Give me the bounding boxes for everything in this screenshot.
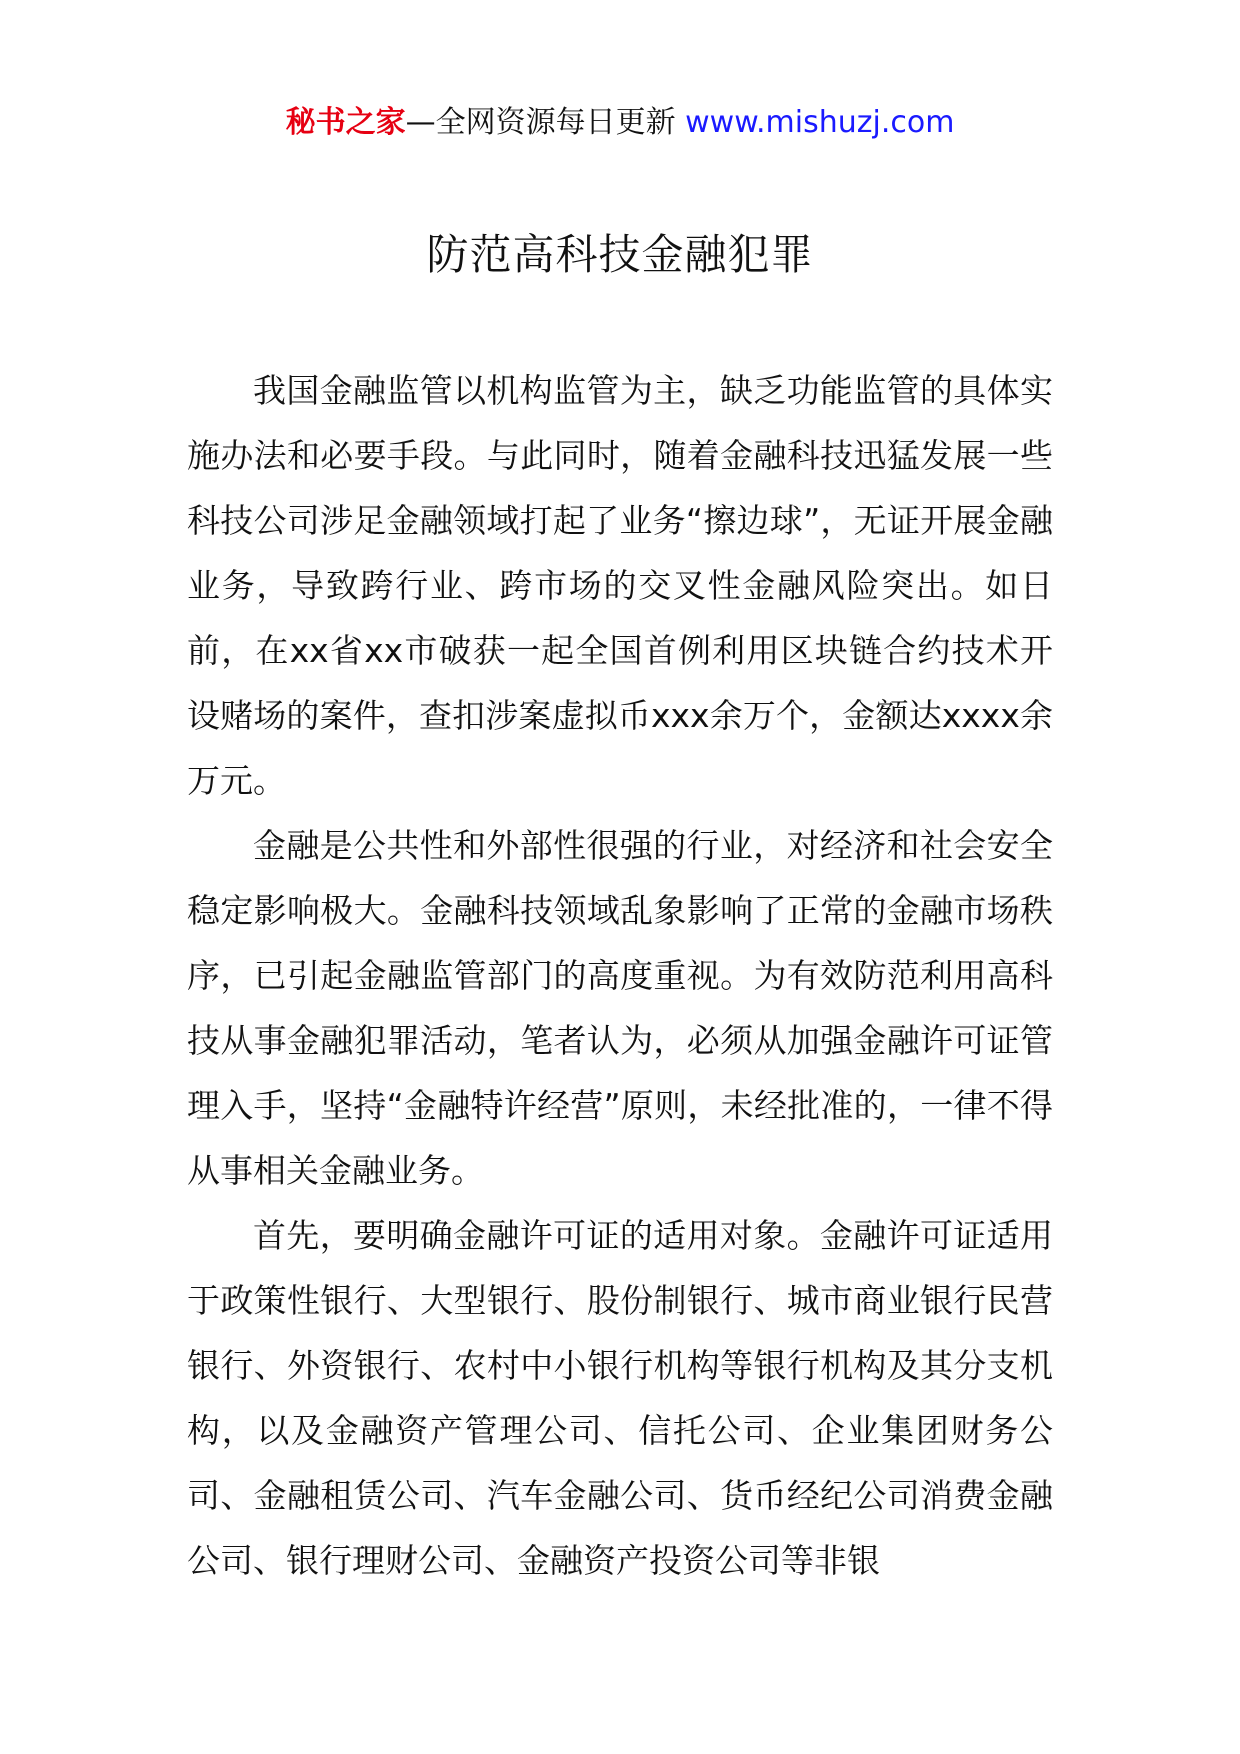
site-header bbox=[0, 101, 1240, 145]
site-tagline: —全网资源每日更新 bbox=[405, 105, 676, 140]
site-brand: 秘书之家 bbox=[285, 105, 406, 140]
document-title: 防范高科技金融犯罪 bbox=[426, 230, 814, 279]
body-paragraph-3: 首先，要明确金融许可证的适用对象。金融许可证适用于政策性银行、大型银行、股份制银行、城市商业银行民营银行、外资银行、农村中小银行机构等银行机构及其分支机构，以及金融资产管理公司、信托公司、企业集团财务公司、金融租赁公司、汽车金融公司、货币经纪公司消费金融公司、银行理财公司、金融资产投资公司等非银 bbox=[187, 1216, 1053, 1580]
document-body bbox=[187, 358, 1053, 1593]
body-paragraph-2: 金融是公共性和外部性很强的行业，对经济和社会安全稳定影响极大。金融科技领域乱象影响了正常的金融市场秩序，已引起金融监管部门的高度重视。为有效防范利用高科技从事金融犯罪活动，笔者认为，必须从加强金融许可证管理入手，坚持“金融特许经营”原则，未经批准的，一律不得从事相关金融业务。 bbox=[187, 826, 1053, 1190]
body-paragraph-1: 我国金融监管以机构监管为主，缺乏功能监管的具体实施办法和必要手段。与此同时，随着金融科技迅猛发展一些科技公司涉足金融领域打起了业务“擦边球”，无证开展金融业务，导致跨行业、跨市场的交叉性金融风险突出。如日前，在xx省xx市破获一起全国首例利用区块链合约技术开设赌场的案件，查扣涉案虚拟币xxx余万个，金额达xxxx余万元。 bbox=[187, 371, 1053, 800]
site-url-link[interactable]: www.mishuzj.com bbox=[685, 105, 955, 140]
